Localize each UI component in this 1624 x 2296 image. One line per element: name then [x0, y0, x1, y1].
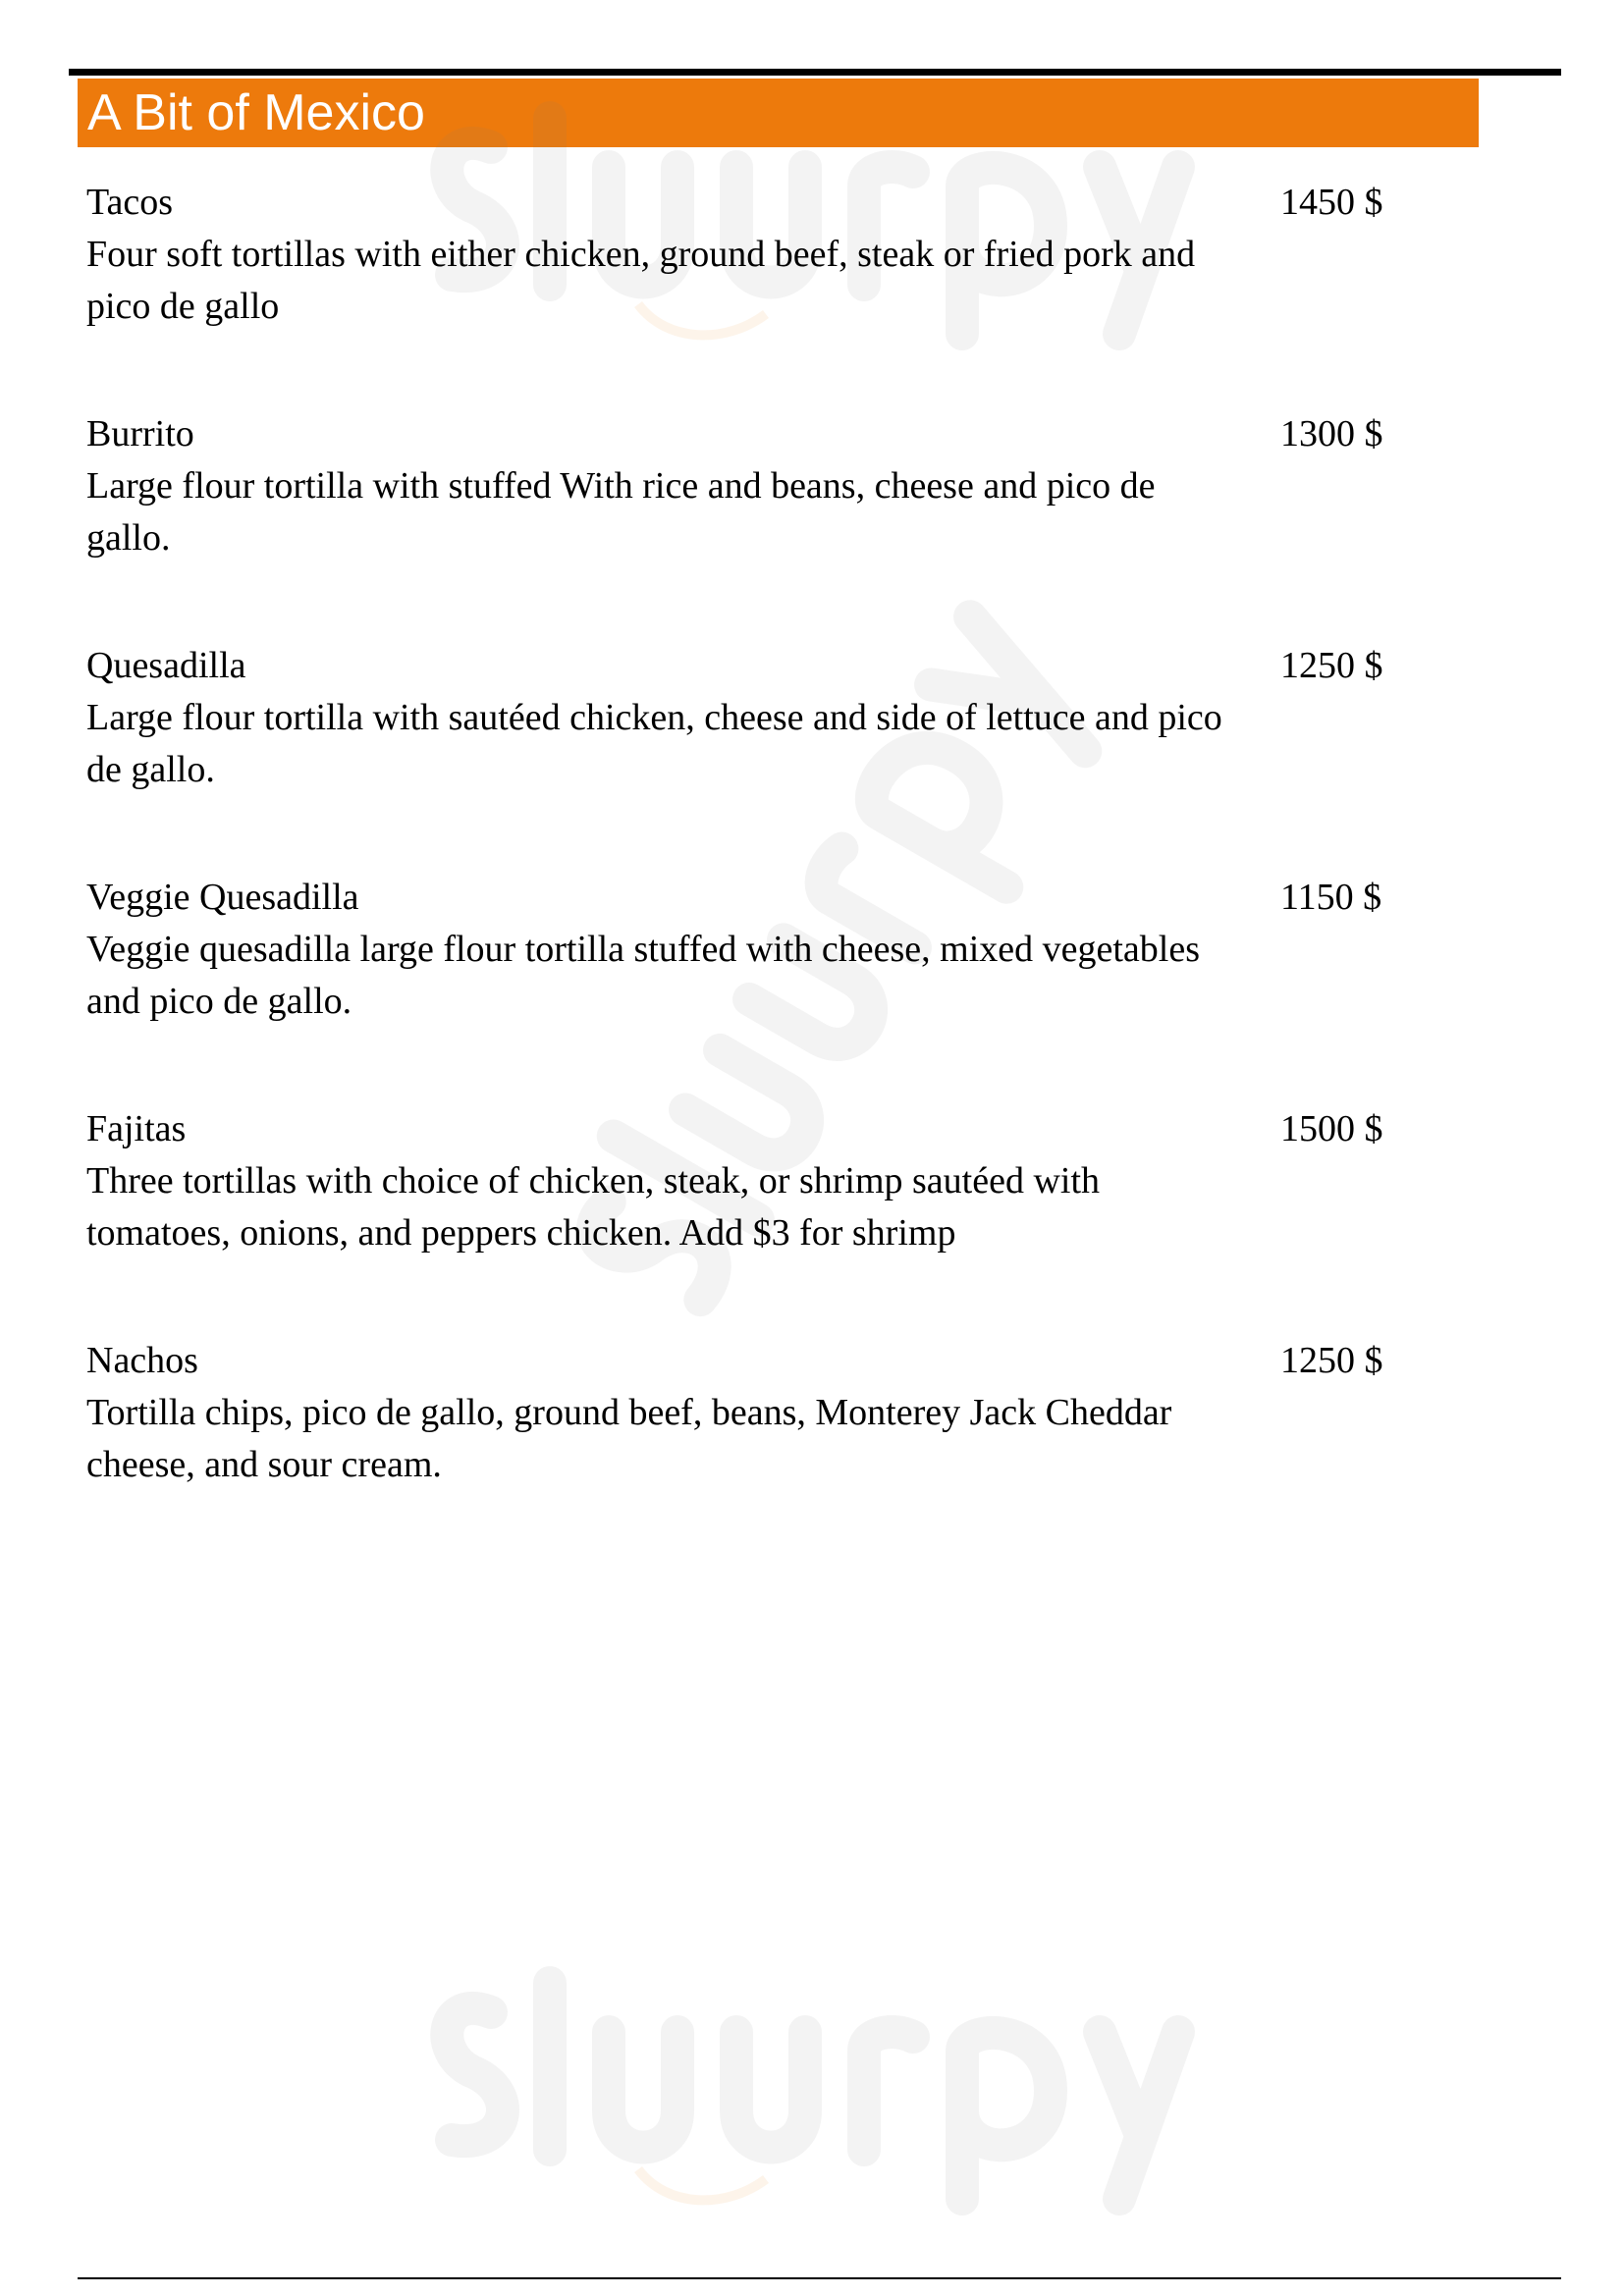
item-description: Tortilla chips, pico de gallo, ground beef, beans, Monterey Jack Cheddar cheese, and sour cream. [86, 1392, 1172, 1485]
section-header [78, 79, 1479, 147]
item-price: 1450 $ [1280, 182, 1383, 223]
section-title: A Bit of Mexico [87, 84, 425, 141]
top-rule [69, 69, 1561, 76]
item-price: 1500 $ [1280, 1108, 1383, 1149]
item-description: Three tortillas with choice of chicken, steak, or shrimp sautéed with tomatoes, onions, and peppers chicken. Add $3 for shrimp [86, 1160, 1101, 1254]
bottom-rule [78, 2277, 1561, 2279]
menu-item [86, 872, 1422, 1103]
item-price: 1250 $ [1280, 645, 1383, 686]
item-description: Four soft tortillas with either chicken, ground beef, steak or fried pork and pico de gallo [86, 234, 1196, 327]
item-price: 1150 $ [1280, 877, 1382, 918]
menu-item [86, 408, 1422, 640]
item-name: Nachos [86, 1340, 198, 1381]
menu-item [86, 1103, 1422, 1335]
menu-list [86, 177, 1422, 1567]
menu-item [86, 177, 1422, 408]
item-name: Fajitas [86, 1108, 187, 1149]
item-description: Large flour tortilla with stuffed With rice and beans, cheese and pico de gallo. [86, 465, 1156, 559]
item-price: 1300 $ [1280, 413, 1383, 454]
item-name: Tacos [86, 182, 174, 223]
item-name: Burrito [86, 413, 194, 454]
item-name: Quesadilla [86, 645, 246, 686]
item-name: Veggie Quesadilla [86, 877, 359, 918]
menu-item [86, 640, 1422, 872]
item-price: 1250 $ [1280, 1340, 1383, 1381]
item-description: Large flour tortilla with sautéed chicken, cheese and side of lettuce and pico de gallo. [86, 697, 1222, 790]
menu-item [86, 1335, 1422, 1567]
item-description: Veggie quesadilla large flour tortilla stuffed with cheese, mixed vegetables and pico de gallo. [86, 929, 1201, 1022]
sluurpy-logo-watermark-icon [412, 1953, 1237, 2228]
